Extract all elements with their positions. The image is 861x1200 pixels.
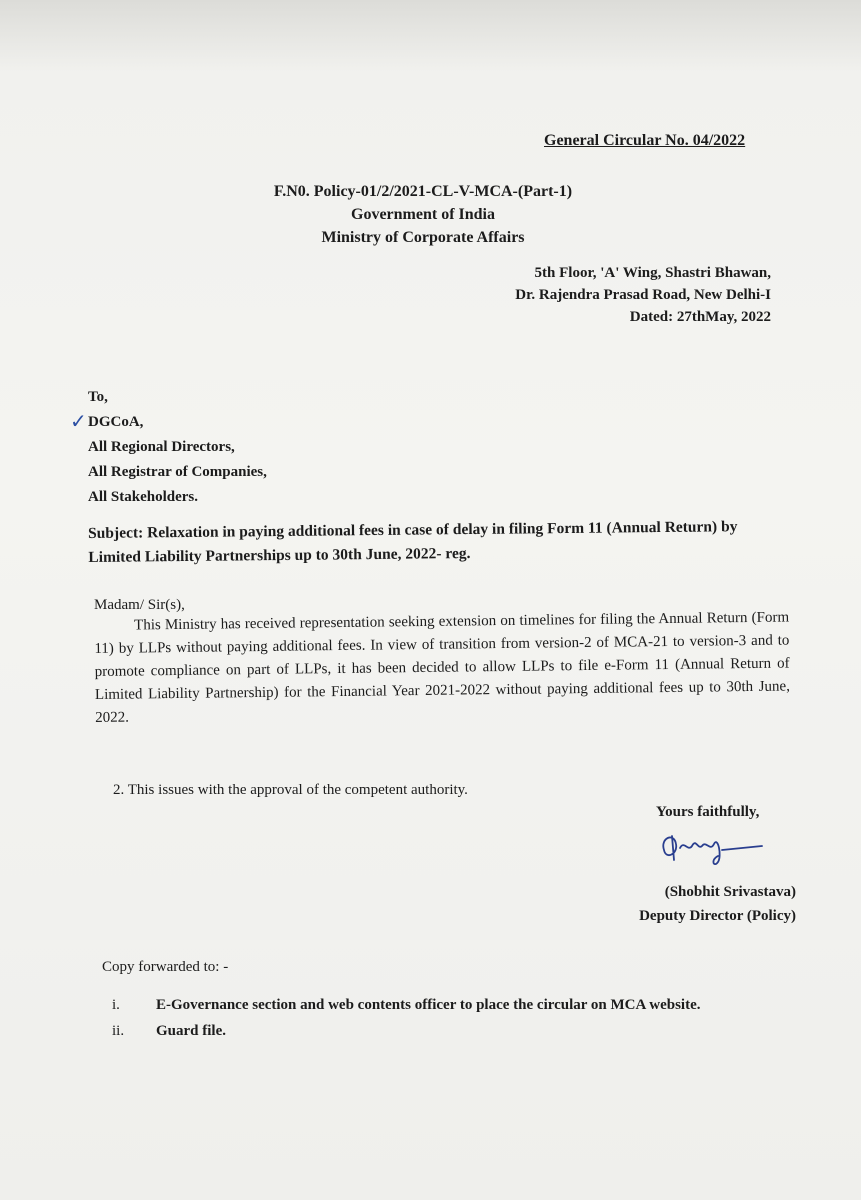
address-line-2: Dr. Rajendra Prasad Road, New Delhi-I <box>515 287 771 303</box>
circular-number: General Circular No. 04/2022 <box>544 132 746 149</box>
list-item-number: ii. <box>112 1023 125 1039</box>
address-line-1: 5th Floor, 'A' Wing, Shastri Bhawan, <box>534 265 771 281</box>
signatory-name: (Shobhit Srivastava) <box>664 884 796 900</box>
subject-line: Subject: Relaxation in paying additional fees in case of delay in filing Form 11 (Annual Return) by Limited Liability Partnerships up to 30th June, 2022- reg. <box>88 518 738 566</box>
closing-line: Yours faithfully, <box>656 804 760 820</box>
list-item-text: Guard file. <box>156 1023 226 1039</box>
to-heading: To, <box>88 389 108 405</box>
recipient-item: All Regional Directors, <box>88 439 235 455</box>
salutation: Madam/ Sir(s), <box>94 597 185 613</box>
recipient-item: DGCoA, <box>88 414 144 430</box>
recipients-block <box>70 385 267 510</box>
government-name: Government of India <box>351 206 495 223</box>
copy-forwarded-heading: Copy forwarded to: - <box>102 959 229 975</box>
signatory-block <box>596 880 796 928</box>
date-line: Dated: 27thMay, 2022 <box>629 309 771 325</box>
body-paragraph-1: This Ministry has received representation seeking extension on timelines for filing the Annual Return (Form 11) by LLPs without paying additional fees. In view of transition from version-2 of MCA-21 to version-3 and to promote compliance on part of LLPs, it has been decided to allow LLPs to file e-Form 11 (Annual Return of Limited Liability Partnership) for the Financial Year 2021-2022 without paying additional fees up to 30th June, 2022. <box>94 609 791 726</box>
signatory-designation: Deputy Director (Policy) <box>639 908 796 924</box>
office-address <box>515 262 771 328</box>
signature-image <box>652 820 772 870</box>
check-mark-icon: ✓ <box>70 409 87 433</box>
list-item <box>112 994 792 1016</box>
file-number: F.N0. Policy-01/2/2021-CL-V-MCA-(Part-1) <box>273 183 573 200</box>
list-item-number: i. <box>112 997 120 1013</box>
recipient-item: All Stakeholders. <box>88 489 199 505</box>
body-paragraph-2: 2. This issues with the approval of the competent authority. <box>113 782 468 798</box>
ministry-name: Ministry of Corporate Affairs <box>321 229 525 246</box>
copy-forwarded-list <box>112 994 792 1042</box>
list-item <box>112 1020 792 1042</box>
list-item-text: E-Governance section and web contents officer to place the circular on MCA website. <box>156 997 701 1013</box>
document-header <box>253 180 593 249</box>
recipient-item: All Registrar of Companies, <box>88 464 267 480</box>
